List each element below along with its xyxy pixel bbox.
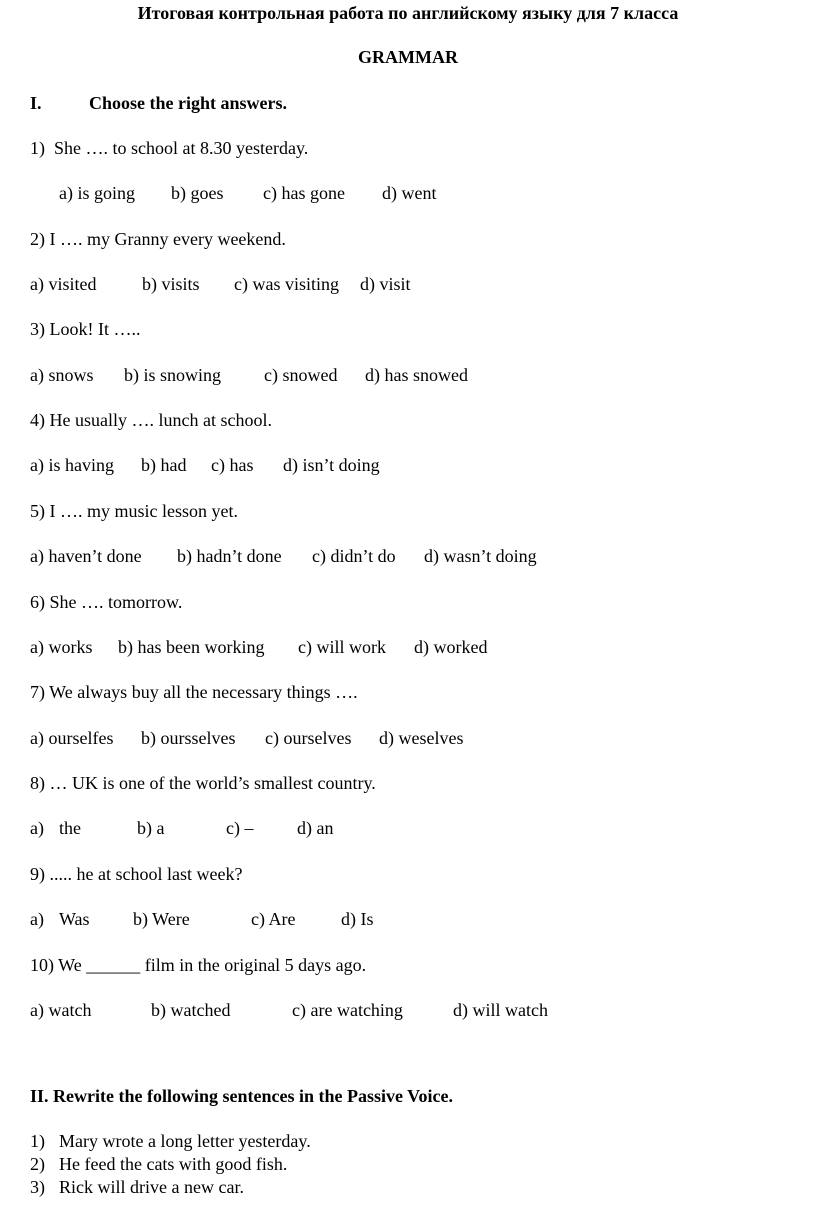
option-a: a) is going	[59, 183, 135, 203]
list-item-number: 1)	[30, 1131, 45, 1151]
option-b: b) has been working	[118, 637, 265, 657]
option-d: d) weselves	[379, 728, 464, 748]
section1-number: I.	[30, 93, 42, 113]
question-3-stem: 3) Look! It …..	[30, 319, 141, 339]
question-2-stem: 2) I …. my Granny every weekend.	[30, 229, 286, 249]
option-c: c) was visiting	[234, 274, 339, 294]
option-b: b) watched	[151, 1000, 231, 1020]
option-b: b) Were	[133, 909, 190, 929]
section-title-grammar: GRAMMAR	[358, 47, 458, 67]
option-d: d) has snowed	[365, 365, 468, 385]
section1-heading: Choose the right answers.	[89, 93, 287, 113]
option-d: d) wasn’t doing	[424, 546, 537, 566]
option-b: b) visits	[142, 274, 200, 294]
option-d: d) will watch	[453, 1000, 548, 1020]
option-c: c) will work	[298, 637, 386, 657]
question-1-stem: 1) She …. to school at 8.30 yesterday.	[30, 138, 309, 158]
option-d: d) isn’t doing	[283, 455, 380, 475]
option-a: a) haven’t done	[30, 546, 142, 566]
option-a-letter: a)	[30, 909, 44, 929]
option-d: d) went	[382, 183, 437, 203]
question-8-stem: 8) … UK is one of the world’s smallest country.	[30, 773, 376, 793]
option-a: a) ourselfes	[30, 728, 114, 748]
option-d: d) visit	[360, 274, 411, 294]
option-c: c) didn’t do	[312, 546, 396, 566]
option-b: b) a	[137, 818, 165, 838]
document-title: Итоговая контрольная работа по английскому языку для 7 класса	[137, 3, 679, 23]
list-item: He feed the cats with good fish.	[59, 1154, 288, 1174]
option-a: a) works	[30, 637, 93, 657]
option-c: c) Are	[251, 909, 296, 929]
list-item-number: 3)	[30, 1177, 45, 1197]
question-6-stem: 6) She …. tomorrow.	[30, 592, 183, 612]
option-a: Was	[59, 909, 90, 929]
option-c: c) ourselves	[265, 728, 352, 748]
option-b: b) oursselves	[141, 728, 236, 748]
section2-heading: II. Rewrite the following sentences in the Passive Voice.	[30, 1086, 453, 1106]
question-7-stem: 7) We always buy all the necessary things ….	[30, 682, 358, 702]
question-5-stem: 5) I …. my music lesson yet.	[30, 501, 238, 521]
option-c: c) has gone	[263, 183, 345, 203]
list-item: Rick will drive a new car.	[59, 1177, 244, 1197]
option-b: b) hadn’t done	[177, 546, 282, 566]
option-a: a) snows	[30, 365, 94, 385]
option-a: the	[59, 818, 81, 838]
question-4-stem: 4) He usually …. lunch at school.	[30, 410, 272, 430]
list-item-number: 2)	[30, 1154, 45, 1174]
option-c: c) are watching	[292, 1000, 403, 1020]
option-a: a) is having	[30, 455, 114, 475]
option-b: b) had	[141, 455, 187, 475]
list-item: Mary wrote a long letter yesterday.	[59, 1131, 311, 1151]
option-a: a) watch	[30, 1000, 92, 1020]
option-d: d) Is	[341, 909, 374, 929]
option-b: b) goes	[171, 183, 224, 203]
option-b: b) is snowing	[124, 365, 222, 385]
question-9-stem: 9) ..... he at school last week?	[30, 864, 243, 884]
option-a: a) visited	[30, 274, 97, 294]
option-c: c) has	[211, 455, 254, 475]
option-c: c) snowed	[264, 365, 338, 385]
option-a-letter: a)	[30, 818, 44, 838]
option-d: d) an	[297, 818, 334, 838]
option-d: d) worked	[414, 637, 488, 657]
option-c: c) –	[226, 818, 254, 838]
question-10-stem: 10) We ______ film in the original 5 days ago.	[30, 955, 367, 975]
